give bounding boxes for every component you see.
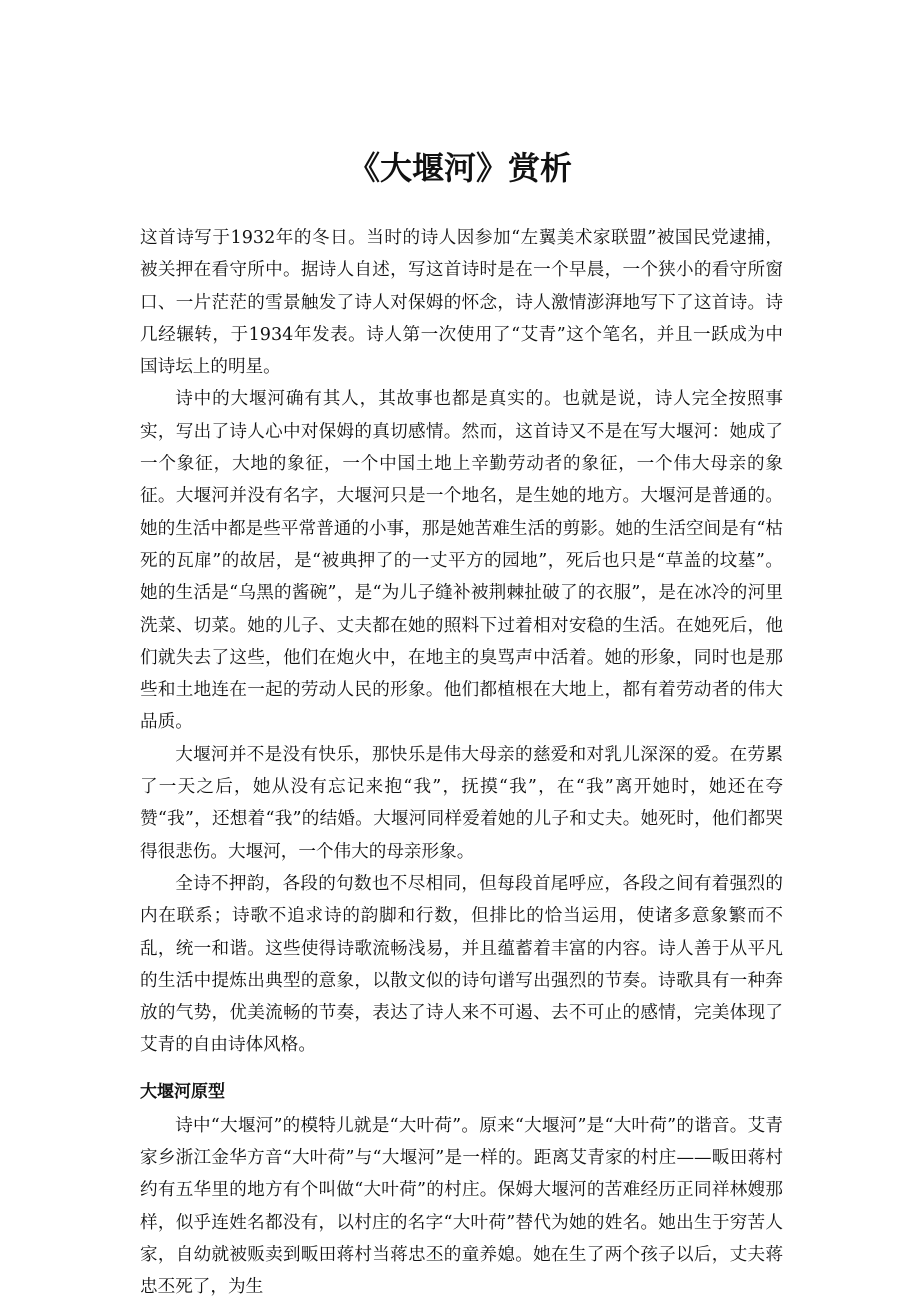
document-body <box>140 222 783 1304</box>
document-title: 《大堰河》赏析 <box>347 149 572 187</box>
paragraph-intro: 这首诗写于1932年的冬日。当时的诗人因参加“左翼美术家联盟”被国民党逮捕，被关押在看守所中。据诗人自述，写这首诗时是在一个早晨，一个狭小的看守所窗口、一片茫茫的雪景触发了诗人对保姆的怀念，诗人激情澎湃地写下了这首诗。诗几经辗转，于1934年发表。诗人第一次使用了“艾青”这个笔名，并且一跃成为中国诗坛上的明星。 <box>140 228 783 378</box>
paragraph-style: 全诗不押韵，各段的句数也不尽相同，但每段首尾呼应，各段之间有着强烈的内在联系；诗歌不追求诗的韵脚和行数，但排比的恰当运用，使诸多意象繁而不乱，统一和谐。这些使得诗歌流畅浅易，并且蕴蓄着丰富的内容。诗人善于从平凡的生活中提炼出典型的意象，以散文似的诗句谱写出强烈的节奏。诗歌具有一种奔放的气势，优美流畅的节奏，表达了诗人来不可遏、去不可止的感情，完美体现了艾青的自由诗体风格。 <box>140 873 783 1056</box>
section-heading-prototype: 大堰河原型 <box>140 1081 225 1102</box>
paragraph-prototype: 诗中“大堰河”的模特儿就是“大叶荷”。原来“大堰河”是“大叶荷”的谐音。艾青家乡浙江金华方音“大叶荷”与“大堰河”是一样的。距离艾青家的村庄——畈田蒋村约有五华里的地方有个叫做“大叶荷”的村庄。保姆大堰河的苦难经历正同祥林嫂那样，似乎连姓名都没有，以村庄的名字“大叶荷”替代为她的姓名。她出生于穷苦人家，自幼就被贩卖到畈田蒋村当蒋忠丕的童养媳。她在生了两个孩子以后，丈夫蒋忠丕死了，为生 <box>140 1115 783 1298</box>
paragraph-symbolism: 诗中的大堰河确有其人，其故事也都是真实的。也就是说，诗人完全按照事实，写出了诗人心中对保姆的真切感情。然而，这首诗又不是在写大堰河：她成了一个象征，大地的象征，一个中国土地上辛勤劳动者的象征，一个伟大母亲的象征。大堰河并没有名字，大堰河只是一个地名，是生她的地方。大堰河是普通的。她的生活中都是些平常普通的小事，那是她苦难生活的剪影。她的生活空间是有“枯死的瓦扉”的故居，是“被典押了的一丈平方的园地”，死后也只是“草盖的坟墓”。她的生活是“乌黑的酱碗”，是“为儿子缝补被荆棘扯破了的衣服”，是在冰冷的河里洗菜、切菜。她的儿子、丈夫都在她的照料下过着相对安稳的生活。在她死后，他们就失去了这些，他们在炮火中，在地主的臭骂声中活着。她的形象，同时也是那些和土地连在一起的劳动人民的形象。他们都植根在大地上，都有着劳动者的伟大品质。 <box>140 389 783 733</box>
paragraph-joy: 大堰河并不是没有快乐，那快乐是伟大母亲的慈爱和对乳儿深深的爱。在劳累了一天之后，她从没有忘记来抱“我”，抚摸“我”，在“我”离开她时，她还在夸赞“我”，还想着“我”的结婚。大堰河同样爱着她的儿子和丈夫。她死时，他们都哭得很悲伤。大堰河，一个伟大的母亲形象。 <box>140 744 783 862</box>
